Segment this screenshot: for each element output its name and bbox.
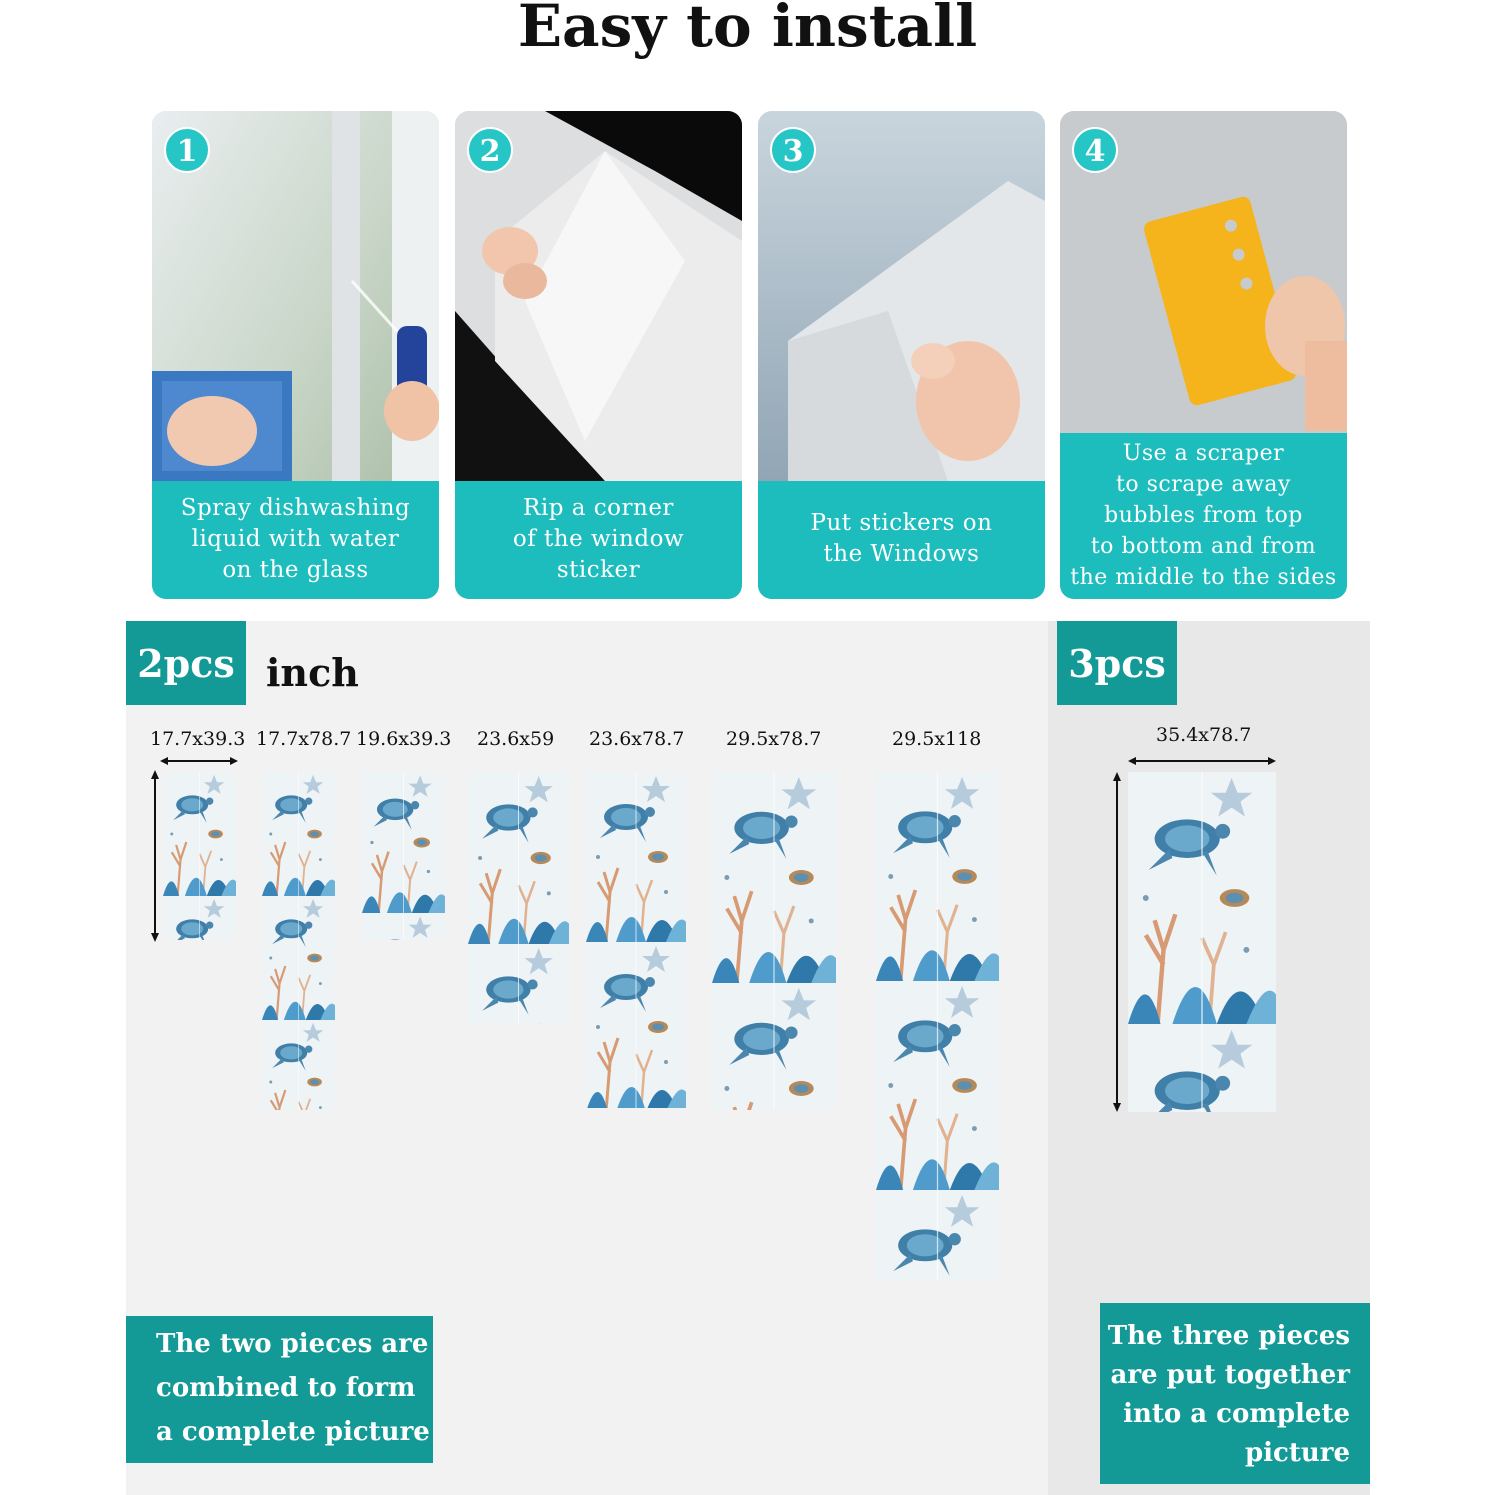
size-label: 19.6x39.3 — [356, 728, 452, 750]
step-caption: Put stickers on the Windows — [758, 481, 1045, 599]
size-label: 29.5x118 — [892, 728, 982, 750]
step-caption: Spray dishwashing liquid with water on the glass — [152, 481, 439, 599]
size-label: 17.7x78.7 — [256, 728, 352, 750]
three-piece-tag: 3pcs — [1057, 621, 1177, 705]
step-card-3 — [758, 111, 1045, 599]
two-piece-note: The two pieces are combined to form a complete picture — [126, 1316, 433, 1463]
sea-turtle-artwork — [1128, 1024, 1276, 1112]
sea-turtle-artwork — [362, 913, 445, 940]
sea-turtle-artwork — [876, 772, 999, 981]
unit-label: inch — [266, 650, 359, 695]
sticker-preview-17.7x39.3 — [163, 772, 236, 940]
sticker-preview-29.5x118 — [876, 772, 999, 1280]
size-label: 35.4x78.7 — [1156, 724, 1252, 746]
sea-turtle-artwork — [1128, 772, 1276, 1024]
sea-turtle-artwork — [163, 772, 236, 896]
sea-turtle-artwork — [362, 772, 445, 913]
sea-turtle-artwork — [262, 1020, 335, 1110]
sea-turtle-artwork — [468, 944, 569, 1024]
sea-turtle-artwork — [712, 772, 836, 983]
step-card-1 — [152, 111, 439, 599]
step-number-badge: 3 — [770, 127, 816, 173]
sea-turtle-artwork — [876, 981, 999, 1190]
step-card-4 — [1060, 111, 1347, 599]
size-label: 23.6x78.7 — [589, 728, 685, 750]
step-caption: Use a scraper to scrape away bubbles from top to bottom and from the middle to the sides — [1060, 433, 1347, 599]
sticker-preview-17.7x78.7 — [262, 772, 335, 1110]
size-label: 17.7x39.3 — [150, 728, 246, 750]
sticker-preview-29.5x78.7 — [712, 772, 836, 1110]
sea-turtle-artwork — [712, 983, 836, 1110]
sea-turtle-artwork — [468, 772, 569, 944]
step-number-badge: 4 — [1072, 127, 1118, 173]
step-caption: Rip a corner of the window sticker — [455, 481, 742, 599]
sea-turtle-artwork — [262, 896, 335, 1020]
sea-turtle-artwork — [163, 896, 236, 940]
sea-turtle-artwork — [262, 772, 335, 896]
step-number-badge: 1 — [164, 127, 210, 173]
sea-turtle-artwork — [586, 772, 686, 942]
sticker-preview-23.6x59 — [468, 772, 569, 1024]
size-label: 23.6x59 — [477, 728, 555, 750]
sticker-preview-23.6x78.7 — [586, 772, 686, 1108]
sea-turtle-artwork — [586, 942, 686, 1108]
sticker-preview-19.6x39.3 — [362, 772, 445, 940]
step-card-2 — [455, 111, 742, 599]
page-title: Easy to install — [517, 0, 978, 60]
sticker-preview-35.4x78.7 — [1128, 772, 1276, 1112]
step-number-badge: 2 — [467, 127, 513, 173]
size-label: 29.5x78.7 — [726, 728, 822, 750]
two-piece-tag: 2pcs — [126, 621, 246, 705]
three-piece-note: The three pieces are put together into a complete picture — [1100, 1303, 1370, 1484]
sea-turtle-artwork — [876, 1190, 999, 1280]
